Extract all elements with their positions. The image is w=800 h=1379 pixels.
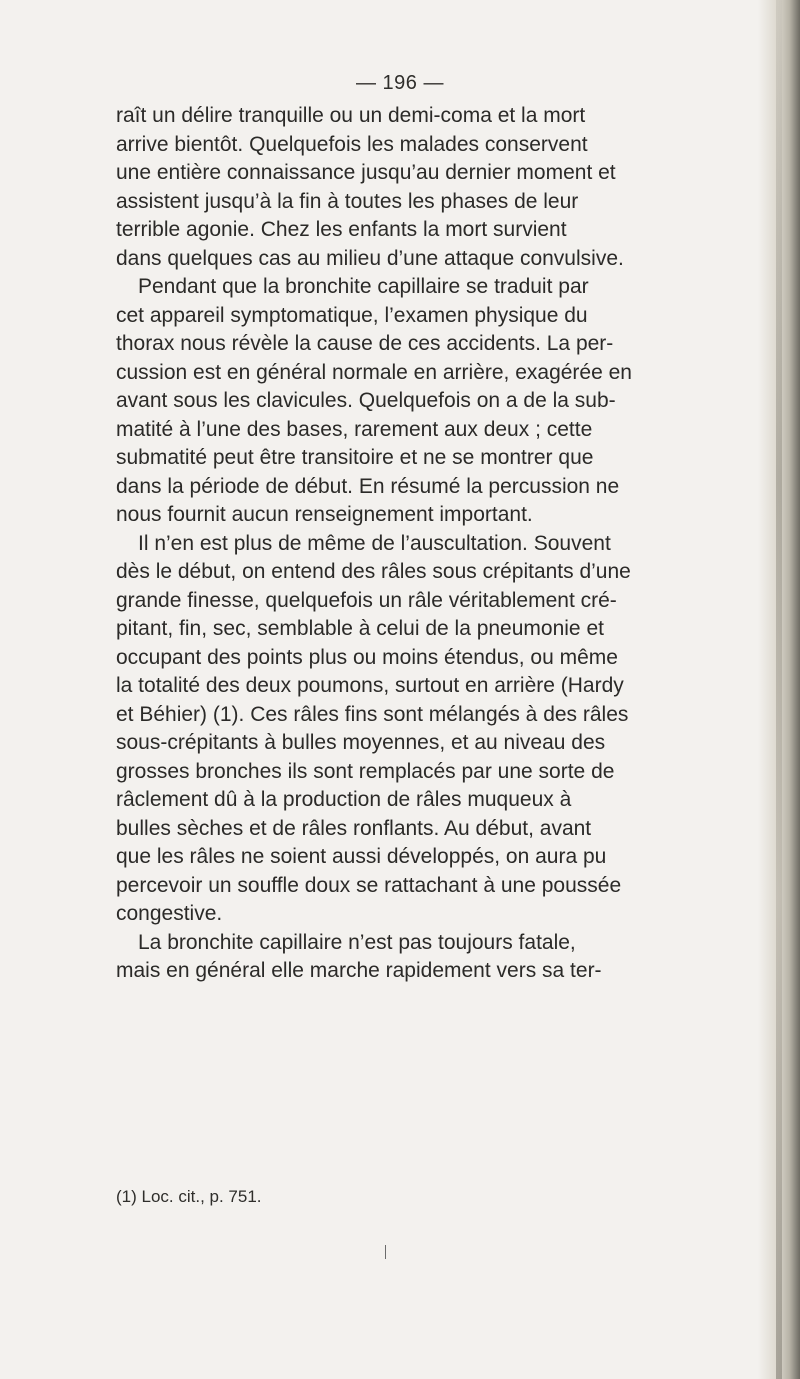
text-line: dans quelques cas au milieu d’une attaque convulsive. (116, 246, 624, 270)
text-line: occupant des points plus ou moins étendus, ou même (116, 645, 618, 669)
text-line: grosses bronches ils sont remplacés par une sorte de (116, 759, 615, 783)
text-line: congestive. (116, 902, 223, 925)
paragraph-line: La bronchite capillaire n’est pas toujours fatale, (138, 930, 576, 954)
text-line: cet appareil symptomatique, l’examen physique du (116, 303, 588, 327)
text-line: avant sous les clavicules. Quelquefois on a de la sub- (116, 389, 616, 412)
main-text-block (116, 102, 756, 986)
paragraph-line: Il n’en est plus de même de l’auscultation. Souvent (138, 531, 611, 555)
paragraph-line: Pendant que la bronchite capillaire se traduit par (138, 275, 589, 298)
text-line: matité à l’une des bases, rarement aux deux ; cette (116, 417, 593, 441)
text-line: arrive bientôt. Quelquefois les malades conservent (116, 132, 588, 156)
text-line: assistent jusqu’à la fin à toutes les phases de leur (116, 189, 579, 213)
text-line: dans la période de début. En résumé la percussion ne (116, 474, 620, 498)
text-line: bulles sèches et de râles ronflants. Au début, avant (116, 816, 592, 840)
text-line: grande finesse, quelquefois un râle véritablement cré- (116, 588, 617, 612)
text-line: mais en général elle marche rapidement vers sa ter- (116, 959, 602, 982)
text-line: terrible agonie. Chez les enfants la mort survient (116, 218, 567, 241)
text-line: que les râles ne soient aussi développés, on aura pu (116, 845, 607, 868)
text-line: raît un délire tranquille ou un demi-coma et la mort (116, 104, 586, 127)
text-line: une entière connaissance jusqu’au dernier moment et (116, 161, 616, 184)
page-number-header: — 196 — (356, 72, 444, 94)
footnote: (1) Loc. cit., p. 751. (116, 1187, 262, 1206)
text-line: la totalité des deux poumons, surtout en arrière (Hardy (116, 674, 624, 697)
text-line: cussion est en général normale en arrière, exagérée en (116, 360, 632, 384)
text-line: sous-crépitants à bulles moyennes, et au niveau des (116, 731, 606, 754)
page-edge-shadow (758, 0, 800, 1379)
ink-mark (385, 1245, 386, 1259)
text-line: dès le début, on entend des râles sous crépitants d’une (116, 560, 631, 583)
text-line: pitant, fin, sec, semblable à celui de la pneumonie et (116, 617, 604, 640)
text-line: percevoir un souffle doux se rattachant à une poussée (116, 873, 622, 897)
text-line: nous fournit aucun renseignement important. (116, 503, 533, 526)
text-line: et Béhier) (1). Ces râles fins sont mélangés à des râles (116, 702, 629, 726)
text-line: thorax nous révèle la cause de ces accidents. La per- (116, 332, 614, 355)
text-line: submatité peut être transitoire et ne se montrer que (116, 446, 594, 469)
text-line: râclement dû à la production de râles muqueux à (116, 788, 572, 811)
